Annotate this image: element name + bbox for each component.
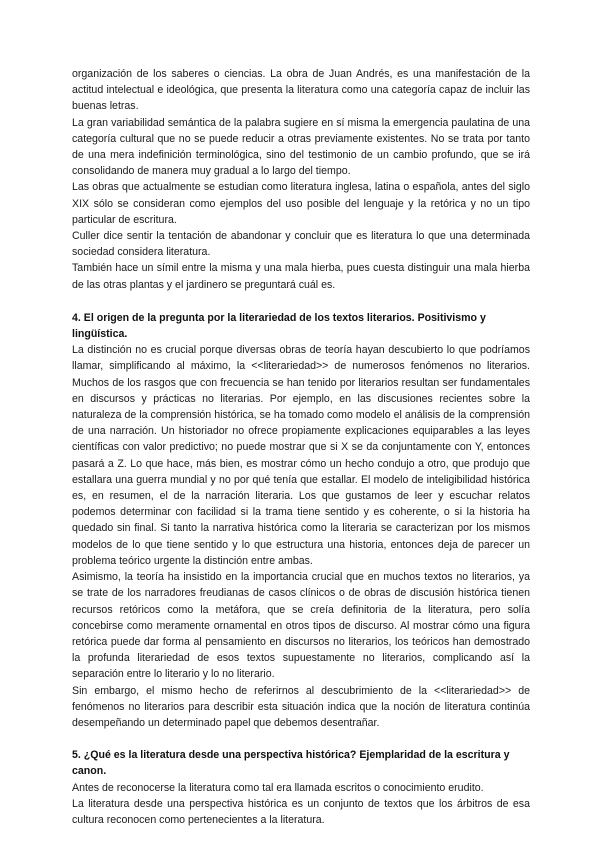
intro-paragraph: organización de los saberes o ciencias. La obra de Juan Andrés, es una manifestación de la actitud intelectual e ideológica, que presenta la literatura como una categoría capaz de incluir las buenas letras. (72, 68, 530, 113)
section-4-paragraph: Sin embargo, el mismo hecho de referirnos al descubrimiento de la <<literariedad>> de fenómenos no literarios para describir esta situación indica que la noción de literatura continúa desempeñando un determinado papel que debemos desentrañar. (72, 684, 530, 729)
document-page (72, 66, 530, 828)
section-spacer (72, 293, 530, 310)
section-4-paragraph: La distinción no es crucial porque diversas obras de teoría hayan descubierto lo que podríamos llamar, simplificando al máximo, la <<literariedad>> de numerosos fenómenos no literarios. Muchos de los rasgos que con frecuencia se han tenido por literarios resultan ser fundamentales en discursos y prácticas no literarias. Por ejemplo, en las discusiones recientes sobre la naturaleza de la comprensión histórica, se ha tomado como modelo el análisis de la comprensión de una narración. Un historiador no ofrece propiamente explicaciones equiparables a las leyes científicas con valor predictivo; no puede mostrar que si X se da conjuntamente con Y, entonces pasará a Z. Lo que hace, más bien, es mostrar cómo un hecho condujo a otro, que produjo que estallara una guerra mundial y no por qué tenía que estallar. El modelo de inteligibilidad histórica es, en resumen, el de la narración literaria. Los que gustamos de leer y escuchar relatos podemos determinar con facilidad si la trama tiene sentido y es coherente, o si la historia ha quedado sin final. Si tanto la narrativa histórica como la literaria se caracterizan por los mismos modelos de lo que tiene sentido y lo que estructura una historia, entonces deja de parecer un problema teórico urgente la distinción entre ambas. (72, 344, 530, 567)
intro-paragraph: Culler dice sentir la tentación de abandonar y concluir que es literatura lo que una determinada sociedad considera literatura. (72, 230, 530, 259)
intro-paragraph: Las obras que actualmente se estudian como literatura inglesa, latina o española, antes del siglo XIX sólo se consideran como ejemplos del uso posible del lenguaje y la retórica y no un tipo particular de escritura. (72, 181, 530, 226)
section-5-paragraph: La literatura desde una perspectiva histórica es un conjunto de textos que los árbitros de esa cultura reconocen como pertenecientes a la literatura. (72, 797, 530, 826)
intro-paragraph: La gran variabilidad semántica de la palabra sugiere en sí misma la emergencia paulatina de una categoría cultural que no se puede reducir a otras previamente existentes. No se trata por tanto de una mera indefinición terminológica, sino del testimonio de un cambio profundo, que se irá consolidando de manera muy gradual a lo largo del tiempo. (72, 116, 530, 178)
section-4-heading: 4. El origen de la pregunta por la literariedad de los textos literarios. Positivismo y lingüística. (72, 311, 486, 341)
intro-paragraph: También hace un símil entre la misma y una mala hierba, pues cuesta distinguir una mala hierba de las otras plantas y el jardinero se preguntará cuál es. (72, 262, 530, 291)
section-5-heading: 5. ¿Qué es la literatura desde una perspectiva histórica? Ejemplaridad de la escritura y canon. (72, 749, 510, 778)
section-5-paragraph: Antes de reconocerse la literatura como tal era llamada escritos o conocimiento erudito. (72, 781, 484, 794)
section-4-paragraph: Asimismo, la teoría ha insistido en la importancia crucial que en muchos textos no literarios, ya se trate de los narradores freudianas de casos clínicos o de obras de discusión histórica tienen recursos retóricos como la metáfora, que se creía definitoria de la literatura, pero solía concebirse como meramente ornamental en otros tipos de discurso. Al mostrar cómo una figura retórica puede dar forma al pensamiento en discursos no literarios, los teóricos han demostrado la profunda literariedad de esos textos supuestamente no literarios, complicando así la separación entre lo literario y lo no literario. (72, 571, 530, 681)
section-spacer (72, 731, 530, 747)
